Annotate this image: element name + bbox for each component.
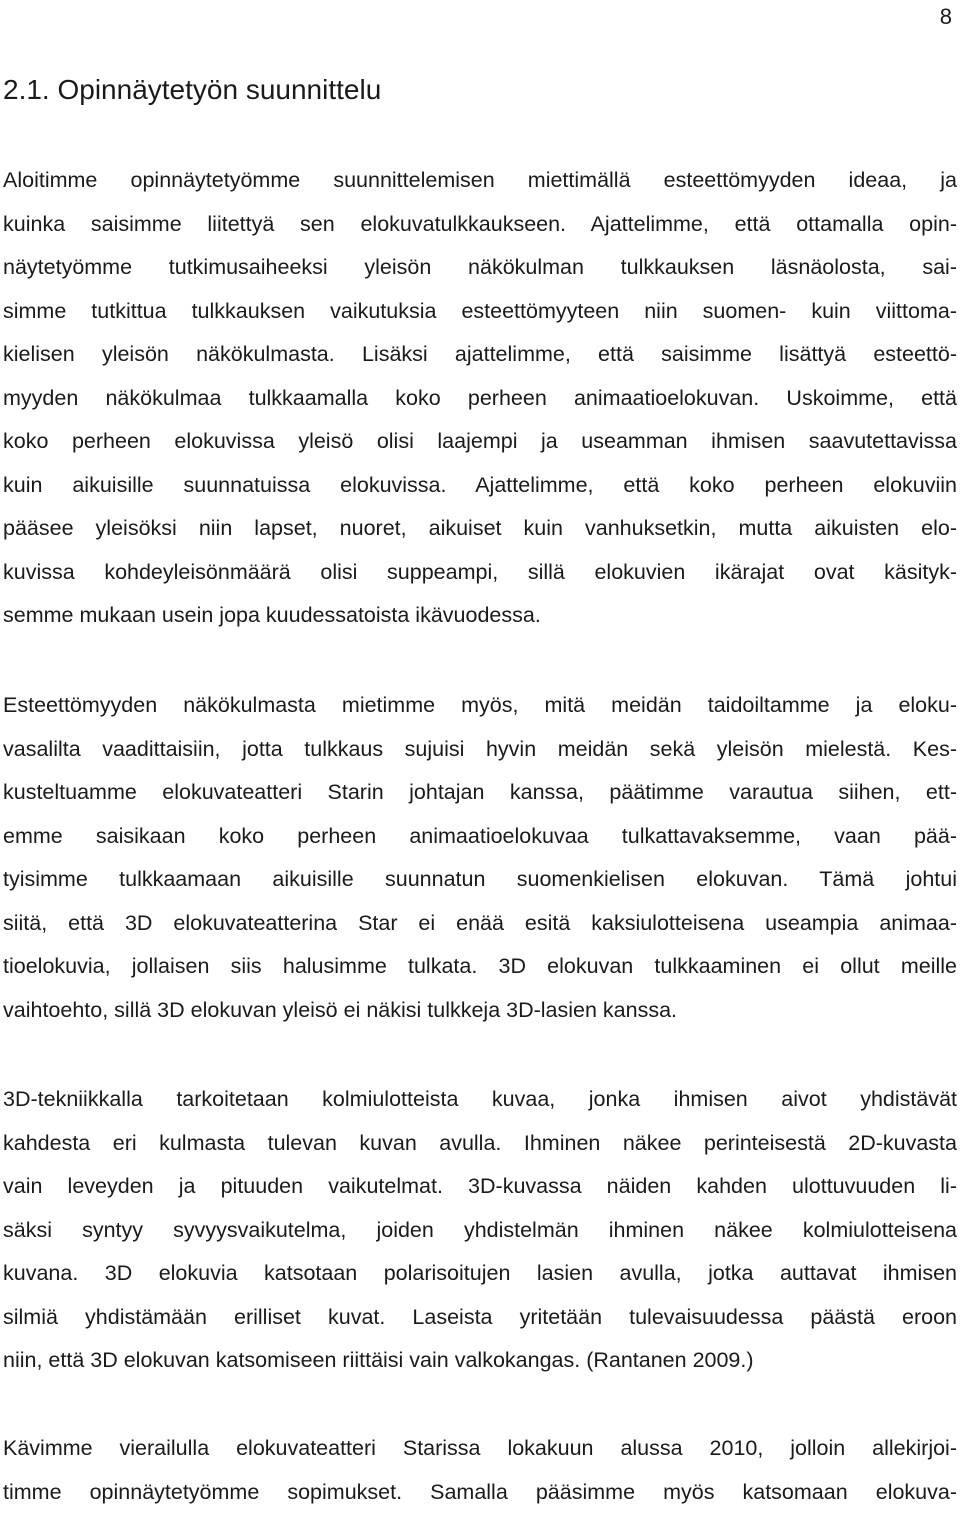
paragraph-3 <box>3 1078 957 1383</box>
text-line: pääsee yleisöksi niin lapset, nuoret, aikuiset kuin vanhuksetkin, mutta aikuisten elo- <box>3 507 957 551</box>
text-line: kuin aikuisille suunnatuissa elokuvissa. Ajattelimme, että koko perheen elokuviin <box>3 464 957 508</box>
text-line: siitä, että 3D elokuvateatterina Star ei enää esitä kaksiulotteisena useampia animaa- <box>3 902 957 946</box>
text-line: 3D-tekniikkalla tarkoitetaan kolmiulotteista kuvaa, jonka ihmisen aivot yhdistävät <box>3 1078 957 1122</box>
text-line: emme saisikaan koko perheen animaatioelokuvaa tulkattavaksemme, vaan pää- <box>3 815 957 859</box>
paragraph-1 <box>3 159 957 638</box>
text-line: semme mukaan usein jopa kuudessatoista ikävuodessa. <box>3 594 957 638</box>
text-line: Kävimme vierailulla elokuvateatteri Starissa lokakuun alussa 2010, jolloin allekirjoi- <box>3 1427 957 1471</box>
text-line: kahdesta eri kulmasta tulevan kuvan avulla. Ihminen näkee perinteisestä 2D-kuvasta <box>3 1122 957 1166</box>
text-line: säksi syntyy syvyysvaikutelma, joiden yhdistelmän ihminen näkee kolmiulotteisena <box>3 1209 957 1253</box>
text-line: kuvana. 3D elokuvia katsotaan polarisoitujen lasien avulla, jotka auttavat ihmisen <box>3 1252 957 1296</box>
text-line: kuvissa kohdeyleisönmäärä olisi suppeampi, sillä elokuvien ikärajat ovat käsityk- <box>3 551 957 595</box>
text-line: silmiä yhdistämään erilliset kuvat. Laseista yritetään tulevaisuudessa päästä eroon <box>3 1296 957 1340</box>
text-line: niin, että 3D elokuvan katsomiseen riittäisi vain valkokangas. (Rantanen 2009.) <box>3 1339 957 1383</box>
text-line: vain leveyden ja pituuden vaikutelmat. 3D-kuvassa näiden kahden ulottuvuuden li- <box>3 1165 957 1209</box>
text-line: kielisen yleisön näkökulmasta. Lisäksi ajattelimme, että saisimme lisättyä esteettö- <box>3 333 957 377</box>
text-line: Esteettömyyden näkökulmasta mietimme myös, mitä meidän taidoiltamme ja eloku- <box>3 684 957 728</box>
text-line: kusteltuamme elokuvateatteri Starin johtajan kanssa, päätimme varautua siihen, ett- <box>3 771 957 815</box>
text-line: vaihtoehto, sillä 3D elokuvan yleisö ei näkisi tulkkeja 3D-lasien kanssa. <box>3 989 957 1033</box>
text-line: kuinka saisimme liitettyä sen elokuvatulkkaukseen. Ajattelimme, että ottamalla opin- <box>3 203 957 247</box>
text-line: simme tutkittua tulkkauksen vaikutuksia esteettömyyteen niin suomen- kuin viittoma- <box>3 290 957 334</box>
text-line: tyisimme tulkkaamaan aikuisille suunnatun suomenkielisen elokuvan. Tämä johtui <box>3 858 957 902</box>
text-line: timme opinnäytetyömme sopimukset. Samalla pääsimme myös katsomaan elokuva- <box>3 1471 957 1514</box>
paragraph-4 <box>3 1427 957 1514</box>
section-heading: 2.1. Opinnäytetyön suunnittelu <box>3 72 381 108</box>
text-line: tioelokuvia, jollaisen siis halusimme tulkata. 3D elokuvan tulkkaaminen ei ollut meille <box>3 945 957 989</box>
text-line: vasalilta vaadittaisiin, jotta tulkkaus sujuisi hyvin meidän sekä yleisön mielestä. Kes- <box>3 728 957 772</box>
text-line: Aloitimme opinnäytetyömme suunnittelemisen miettimällä esteettömyyden ideaa, ja <box>3 159 957 203</box>
paragraph-2 <box>3 684 957 1032</box>
text-line: koko perheen elokuvissa yleisö olisi laajempi ja useamman ihmisen saavutettavissa <box>3 420 957 464</box>
text-line: näytetyömme tutkimusaiheeksi yleisön näkökulman tulkkauksen läsnäolosta, sai- <box>3 246 957 290</box>
text-line: myyden näkökulmaa tulkkaamalla koko perheen animaatioelokuvan. Uskoimme, että <box>3 377 957 421</box>
page-number: 8 <box>940 2 952 32</box>
